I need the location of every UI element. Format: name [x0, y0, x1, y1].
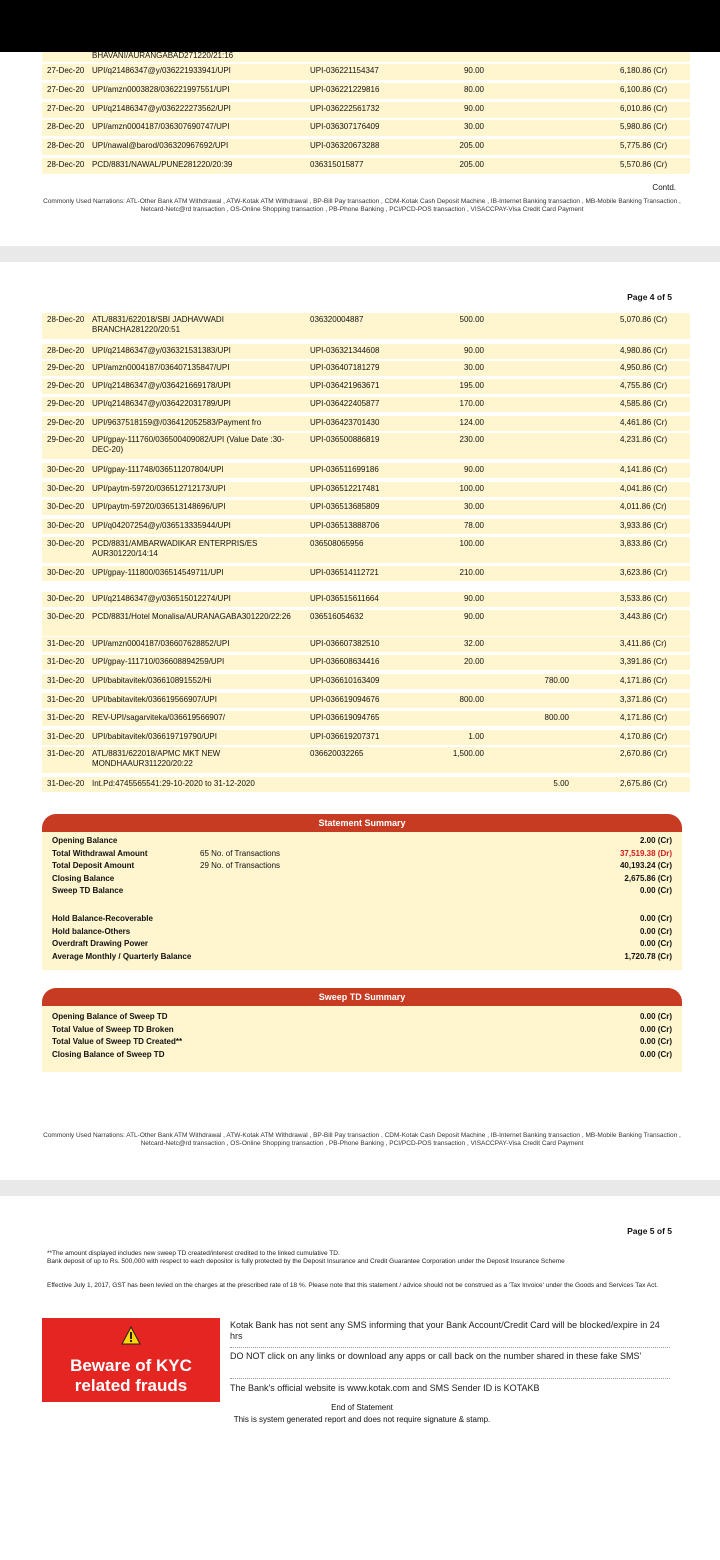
row-description: ATL/8831/622018/SBI JADHAVWADI BRANCHA281220/20:51 [92, 315, 224, 334]
table-row [42, 674, 690, 689]
sweep-note: **The amount displayed includes new sweep TD created/interest credited to the linked cumulative TD. [47, 1250, 340, 1257]
hold-label: Hold Balance-Recoverable [52, 914, 153, 923]
row-balance: 4,171.86 (Cr) [620, 676, 668, 685]
row-description: ATL/8831/622018/APMC MKT NEW MONDHAAUR311220/20:22 [92, 749, 221, 768]
row-description: UPI/paytm-59720/036512712173/UPI [92, 484, 226, 493]
narrations-legend: Commonly Used Narrations: ATL-Other Bank ATM Withdrawal , ATW-Kotak ATM Withdrawal , BP-Bill Pay transaction , CDM-Kotak Cash Deposit Machine , IB-Internet Banking transaction , MB-Mobile Banking Transaction , Netcard-Netc@rd transaction , OS-Online Shopping transaction , PB-Phone Banking , PCI/PCD-POS transaction , VISACCPAY-Visa Credit Card Payment [43, 198, 681, 213]
row-withdrawal: 800.00 [459, 695, 484, 704]
table-row [42, 777, 690, 792]
row-withdrawal: 170.00 [459, 399, 484, 408]
table-row [42, 463, 690, 478]
table-row [42, 482, 690, 497]
row-withdrawal: 90.00 [463, 66, 484, 75]
sweep-label: Total Value of Sweep TD Broken [52, 1024, 174, 1034]
row-description: REV-UPI/sagarviteka/036619566907/ [92, 713, 225, 722]
row-description: UPI/q21486347@y/036222273562/UPI [92, 104, 231, 113]
row-reference: 036508065956 [310, 539, 364, 548]
hold-value: 0.00 (Cr) [639, 914, 672, 923]
summary-count: 65 No. of Transactions [200, 848, 281, 858]
summary-label: Opening Balance [52, 836, 118, 845]
row-description: UPI/amzn0004187/036307690747/UPI [92, 122, 230, 131]
row-date: 30-Dec-20 [47, 594, 85, 603]
row-description: UPI/babitavitek/036619566907/UPI [92, 695, 217, 704]
row-balance: 4,461.86 (Cr) [620, 418, 668, 427]
sweep-label: Total Value of Sweep TD Created** [52, 1037, 183, 1046]
row-description: UPI/amzn0004187/036607628852/UPI [92, 639, 230, 648]
row-balance: 4,980.86 (Cr) [620, 346, 668, 355]
row-withdrawal: 100.00 [459, 539, 484, 548]
row-date: 31-Dec-20 [47, 639, 85, 648]
row-date: 31-Dec-20 [47, 676, 85, 685]
row-date: 31-Dec-20 [47, 779, 85, 788]
row-reference: UPI-036619207371 [310, 732, 380, 741]
table-row [42, 637, 690, 652]
row-balance: 4,171.86 (Cr) [620, 713, 668, 722]
row-description: UPI/nawal@barod/036320967692/UPI [92, 141, 229, 150]
row-withdrawal: 90.00 [463, 104, 484, 113]
sweep-label: Opening Balance of Sweep TD [52, 1012, 168, 1021]
sweep-value: 0.00 (Cr) [639, 1037, 672, 1046]
row-balance: 6,180.86 (Cr) [620, 66, 668, 75]
row-withdrawal: 90.00 [463, 612, 484, 621]
row-balance: 4,755.86 (Cr) [620, 381, 668, 390]
row-description: UPI/gpay-111760/036500409082/UPI (Value Date :30-DEC-20) [92, 435, 285, 454]
row-reference: UPI-036222561732 [310, 104, 380, 113]
row-withdrawal: 30.00 [463, 502, 484, 511]
sweep-td-summary-panel [42, 1006, 682, 1072]
row-balance: 4,231.86 (Cr) [620, 435, 668, 444]
row-balance: 2,670.86 (Cr) [620, 749, 668, 758]
row-reference: UPI-036407181279 [310, 363, 380, 372]
divider [230, 1347, 670, 1348]
sweep-value: 0.00 (Cr) [639, 1049, 672, 1059]
gst-note: Effective July 1, 2017, GST has been levied on the charges at the prescribed rate of 18 %. Please note that this statement / advice should not be construed as a 'Tax Invoice' under the Goods and Services Tax Act. [47, 1282, 658, 1289]
row-description: PCD/8831/NAWAL/PUNE281220/20:39 [92, 160, 233, 169]
system-generated-note: This is system generated report and does not require signature & stamp. [233, 1415, 491, 1424]
row-date: 28-Dec-20 [47, 141, 85, 150]
row-reference: 036620032265 [310, 749, 364, 758]
row-reference: UPI-036619094765 [310, 713, 380, 722]
row-deposit: 800.00 [544, 713, 569, 722]
row-date: 28-Dec-20 [47, 315, 85, 324]
hold-label: Hold balance-Others [52, 926, 131, 936]
row-date: 27-Dec-20 [47, 104, 85, 113]
row-date: 29-Dec-20 [47, 363, 85, 372]
row-description: PCD/8831/AMBARWADIKAR ENTERPRIS/ES AUR301220/14:14 [92, 539, 258, 558]
table-row [42, 379, 690, 394]
row-balance: 5,570.86 (Cr) [620, 160, 668, 169]
row-description: UPI/q21486347@y/036421669178/UPI [92, 381, 231, 390]
row-date: 28-Dec-20 [47, 160, 85, 169]
kyc-message-1: Kotak Bank has not sent any SMS informing that your Bank Account/Credit Card will be blocked/expire in 24 hrs [230, 1320, 660, 1341]
hold-value: 1,720.78 (Cr) [624, 951, 672, 961]
row-reference: UPI-036320673288 [310, 141, 380, 150]
table-row [42, 500, 690, 515]
row-balance: 3,933.86 (Cr) [620, 521, 668, 530]
table-row [42, 519, 690, 534]
row-withdrawal: 100.00 [459, 484, 484, 493]
row-description: UPI/gpay-111800/036514549711/UPI [92, 568, 224, 577]
row-withdrawal: 20.00 [463, 657, 484, 666]
row-description: BHAVANI/AURANGABAD271220/21:16 [92, 51, 234, 60]
row-withdrawal: 500.00 [459, 315, 484, 324]
row-withdrawal: 210.00 [459, 568, 484, 577]
statement-summary-panel [42, 832, 682, 970]
table-row [42, 83, 690, 99]
page-number: Page 5 of 5 [627, 1226, 672, 1236]
table-row [42, 610, 690, 636]
row-date: 30-Dec-20 [47, 568, 85, 577]
table-row [42, 711, 690, 726]
row-reference: UPI-036608634416 [310, 657, 380, 666]
row-description: UPI/babitavitek/036619719790/UPI [92, 732, 217, 741]
row-balance: 5,775.86 (Cr) [620, 141, 668, 150]
kyc-warning-title [42, 1356, 220, 1396]
statement-summary-header: Statement Summary [42, 814, 682, 832]
row-deposit: 5.00 [553, 779, 569, 788]
row-date: 29-Dec-20 [47, 418, 85, 427]
row-date: 31-Dec-20 [47, 713, 85, 722]
table-row [42, 747, 690, 773]
row-reference: UPI-036515611664 [310, 594, 379, 603]
hold-label: Average Monthly / Quarterly Balance [52, 951, 192, 961]
row-withdrawal: 205.00 [459, 160, 484, 169]
row-date: 30-Dec-20 [47, 465, 85, 474]
table-row [42, 655, 690, 670]
summary-value: 2,675.86 (Cr) [624, 873, 672, 883]
row-date: 30-Dec-20 [47, 539, 85, 548]
table-row [42, 397, 690, 412]
row-balance: 4,585.86 (Cr) [620, 399, 668, 408]
table-row [42, 120, 690, 136]
row-balance: 4,041.86 (Cr) [620, 484, 668, 493]
statement-page-4 [0, 262, 720, 1180]
row-description: UPI/q04207254@y/036513335944/UPI [92, 521, 231, 530]
table-row [42, 693, 690, 708]
row-reference: UPI-036610163409 [310, 676, 380, 685]
row-reference: UPI-036512217481 [310, 484, 380, 493]
summary-value: 37,519.38 (Dr) [619, 848, 672, 858]
row-balance: 3,623.86 (Cr) [620, 568, 668, 577]
row-reference: UPI-036619094676 [310, 695, 380, 704]
row-reference: UPI-036513888706 [310, 521, 380, 530]
row-date: 28-Dec-20 [47, 122, 85, 131]
sweep-value: 0.00 (Cr) [639, 1024, 672, 1034]
table-row [42, 158, 690, 174]
row-reference: UPI-036221229816 [310, 85, 380, 94]
row-balance: 4,170.86 (Cr) [620, 732, 668, 741]
row-date: 30-Dec-20 [47, 521, 85, 530]
summary-value: 40,193.24 (Cr) [619, 861, 672, 870]
row-date: 30-Dec-20 [47, 502, 85, 511]
sweep-td-summary-header: Sweep TD Summary [42, 988, 682, 1006]
row-reference: UPI-036514112721 [310, 568, 379, 577]
row-description: UPI/paytm-59720/036513148696/UPI [92, 502, 226, 511]
row-date: 31-Dec-20 [47, 657, 85, 666]
row-balance: 3,391.86 (Cr) [620, 657, 668, 666]
row-balance: 3,371.86 (Cr) [620, 695, 668, 704]
row-balance: 3,833.86 (Cr) [620, 539, 668, 548]
row-description: UPI/q21486347@y/036515012274/UPI [92, 594, 231, 603]
table-row [42, 344, 690, 359]
table-row [42, 313, 690, 339]
row-date: 31-Dec-20 [47, 732, 85, 741]
row-balance: 4,141.86 (Cr) [620, 465, 668, 474]
row-reference: UPI-036511699186 [310, 465, 379, 474]
end-of-statement: End of Statement [331, 1403, 393, 1412]
row-description: UPI/amzn0003828/036221997551/UPI [92, 85, 230, 94]
summary-count: 29 No. of Transactions [200, 861, 281, 870]
hold-value: 0.00 (Cr) [639, 939, 672, 948]
table-row [42, 52, 690, 62]
table-row [42, 592, 690, 607]
row-reference: 036320004887 [310, 315, 364, 324]
row-withdrawal: 30.00 [463, 363, 484, 372]
row-reference: UPI-036423701430 [310, 418, 380, 427]
row-balance: 4,950.86 (Cr) [620, 363, 668, 372]
row-description: UPI/babitavitek/036610891552/Hi [92, 676, 212, 685]
row-balance: 6,010.86 (Cr) [620, 104, 668, 113]
row-withdrawal: 32.00 [463, 639, 484, 648]
table-row [42, 64, 690, 80]
row-withdrawal: 205.00 [459, 141, 484, 150]
hold-value: 0.00 (Cr) [639, 926, 672, 936]
kyc-message-2: DO NOT click on any links or download any apps or call back on the number shared in these fake SMS' [230, 1351, 642, 1361]
row-date: 28-Dec-20 [47, 346, 85, 355]
summary-value: 0.00 (Cr) [639, 886, 672, 895]
row-withdrawal: 30.00 [463, 122, 484, 131]
table-row [42, 139, 690, 155]
summary-label: Closing Balance [52, 873, 115, 883]
row-reference: UPI-036513685809 [310, 502, 380, 511]
table-row [42, 361, 690, 376]
kyc-message-3: The Bank's official website is www.kotak.com and SMS Sender ID is KOTAKB [230, 1383, 540, 1393]
row-reference: UPI-036422405877 [310, 399, 380, 408]
summary-label: Total Deposit Amount [52, 861, 135, 870]
row-balance: 5,070.86 (Cr) [620, 315, 668, 324]
row-reference: UPI-036321344608 [310, 346, 380, 355]
row-reference: 036516054632 [310, 612, 364, 621]
row-date: 27-Dec-20 [47, 85, 85, 94]
row-date: 29-Dec-20 [47, 381, 85, 390]
row-date: 31-Dec-20 [47, 695, 85, 704]
row-balance: 3,411.86 (Cr) [620, 639, 667, 648]
row-date: 29-Dec-20 [47, 435, 85, 444]
row-date: 29-Dec-20 [47, 399, 85, 408]
row-date: 30-Dec-20 [47, 484, 85, 493]
row-balance: 4,011.86 (Cr) [620, 502, 667, 511]
summary-value: 2.00 (Cr) [639, 836, 672, 845]
row-withdrawal: 90.00 [463, 594, 484, 603]
deposit-insurance-note: Bank deposit of up to Rs. 500,000 with respect to each depositor is fully protected by the Deposit Insurance and Credit Guarantee Corporation under the Deposit Insurance Scheme [47, 1258, 565, 1265]
kyc-title-line2: related frauds [74, 1376, 188, 1395]
row-description: PCD/8831/Hotel Monalisa/AURANAGABA301220/22:26 [92, 612, 291, 621]
row-reference: UPI-036421963671 [310, 381, 380, 390]
row-balance: 5,980.86 (Cr) [620, 122, 668, 131]
table-row [42, 730, 690, 745]
row-withdrawal: 230.00 [459, 435, 484, 444]
row-balance: 2,675.86 (Cr) [620, 779, 668, 788]
row-withdrawal: 78.00 [463, 521, 484, 530]
row-reference: UPI-036221154347 [310, 66, 379, 75]
row-withdrawal: 80.00 [463, 85, 484, 94]
row-description: UPI/gpay-111710/036608894259/UPI [92, 657, 225, 666]
row-withdrawal: 90.00 [463, 346, 484, 355]
row-date: 31-Dec-20 [47, 749, 85, 758]
row-description: UPI/q21486347@y/036422031789/UPI [92, 399, 231, 408]
kyc-fraud-warning-banner [42, 1318, 220, 1402]
row-description: UPI/q21486347@y/036221933941/UPI [92, 66, 231, 75]
row-deposit: 780.00 [544, 676, 569, 685]
page-number: Page 4 of 5 [627, 292, 672, 302]
row-description: UPI/gpay-111748/036511207804/UPI [92, 465, 224, 474]
divider [230, 1378, 670, 1379]
row-withdrawal: 195.00 [459, 381, 484, 390]
row-date: 30-Dec-20 [47, 612, 85, 621]
row-date: 27-Dec-20 [47, 66, 85, 75]
status-bar [0, 0, 720, 52]
warning-icon [121, 1326, 141, 1346]
kyc-title-line1: Beware of KYC [70, 1356, 192, 1375]
row-reference: UPI-036607382510 [310, 639, 380, 648]
row-reference: UPI-036500886819 [310, 435, 380, 444]
hold-label: Overdraft Drawing Power [52, 939, 149, 948]
sweep-value: 0.00 (Cr) [639, 1012, 672, 1021]
row-balance: 6,100.86 (Cr) [620, 85, 668, 94]
row-withdrawal: 124.00 [459, 418, 484, 427]
table-row [42, 537, 690, 563]
row-withdrawal: 1.00 [468, 732, 484, 741]
row-reference: 036315015877 [310, 160, 364, 169]
table-row [42, 566, 690, 581]
table-row [42, 416, 690, 431]
table-row [42, 433, 690, 459]
row-description: UPI/9637518159@/036412052583/Payment fro [92, 418, 262, 427]
row-description: UPI/amzn0004187/036407135847/UPI [92, 363, 230, 372]
row-description: UPI/q21486347@y/036321531383/UPI [92, 346, 231, 355]
summary-label: Total Withdrawal Amount [52, 848, 148, 858]
row-balance: 3,533.86 (Cr) [620, 594, 668, 603]
continued-label: Contd. [652, 183, 676, 192]
narrations-legend: Commonly Used Narrations: ATL-Other Bank ATM Withdrawal , ATW-Kotak ATM Withdrawal , BP-Bill Pay transaction , CDM-Kotak Cash Deposit Machine , IB-Internet Banking transaction , MB-Mobile Banking Transaction , Netcard-Netc@rd transaction , OS-Online Shopping transaction , PB-Phone Banking , PCI/PCD-POS transaction , VISACCPAY-Visa Credit Card Payment [43, 1132, 681, 1147]
row-balance: 3,443.86 (Cr) [620, 612, 668, 621]
table-row [42, 102, 690, 118]
summary-label: Sweep TD Balance [52, 886, 124, 895]
row-description: Int.Pd:4745565541:29-10-2020 to 31-12-2020 [92, 779, 255, 788]
sweep-label: Closing Balance of Sweep TD [52, 1049, 165, 1059]
row-withdrawal: 1,500.00 [452, 749, 484, 758]
row-withdrawal: 90.00 [463, 465, 484, 474]
row-reference: UPI-036307176409 [310, 122, 380, 131]
statement-page-3 [0, 52, 720, 246]
